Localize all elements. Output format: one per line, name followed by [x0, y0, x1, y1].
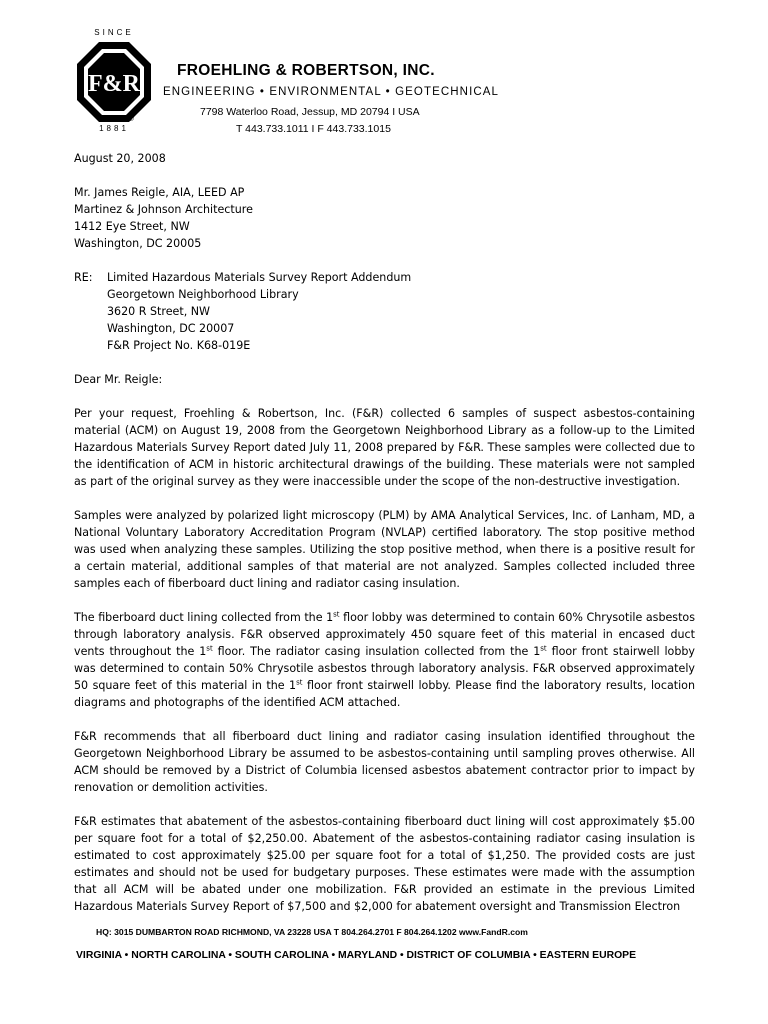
paragraph-5: F&R estimates that abatement of the asbestos-containing fiberboard duct lining will cost approximately $5.00 per square foot for a total of $2,250.00. Abatement of the asbestos-containing radiator casing insulation is estimated to cost approximately $25.00 per square foot for a total of $1,250. The provided costs are just estimates and should not be used for budgetary purposes. These estimates were made with the assumption that all ACM will be abated under one mobilization. F&R provided an estimate in the previous Limited Hazardous Materials Survey Report of $7,500 and $2,000 for abatement oversight and Transmission Electron [74, 815, 695, 913]
paragraph-3-text: floor front stairwell lobby. Please find the laboratory results, location diagrams and photographs of the identified ACM attached. [74, 679, 695, 709]
logo-since-text: SINCE [94, 28, 134, 37]
salutation: Dear Mr. Reigle: [74, 373, 163, 386]
subject-line: Georgetown Neighborhood Library [107, 288, 299, 301]
recipient-line: 1412 Eye Street, NW [74, 220, 190, 233]
paragraph-3-text: The fiberboard duct lining collected from the 1 [74, 611, 334, 624]
company-name: FROEHLING & ROBERTSON, INC. [177, 62, 435, 79]
subject-line: Limited Hazardous Materials Survey Report Addendum [107, 271, 412, 284]
subject-line: 3620 R Street, NW [107, 305, 211, 318]
paragraph-3-text: floor. The radiator casing insulation collected from the 1 [212, 645, 541, 658]
paragraph-4: F&R recommends that all fiberboard duct lining and radiator casing insulation identified throughout the Georgetown Neighborhood Library be assumed to be asbestos-containing until sampling proves otherwise. All ACM should be removed by a District of Columbia licensed asbestos abatement contractor prior to impact by renovation or demolition activities. [74, 730, 695, 794]
recipient-line: Martinez & Johnson Architecture [74, 203, 253, 216]
recipient-block [74, 184, 695, 252]
ordinal-suffix: st [296, 678, 303, 687]
subject-line: F&R Project No. K68-019E [107, 339, 251, 352]
company-tagline: ENGINEERING • ENVIRONMENTAL • GEOTECHNICAL [163, 86, 500, 98]
ordinal-suffix: st [333, 610, 340, 619]
paragraph-3-text: floor lobby was determined to contain 60% Chrysotile asbestos through laboratory analysis. F&R observed approximately 450 square feet of this material in encased duct vents throughout the 1 [74, 611, 696, 658]
footer-regions: VIRGINIA • NORTH CAROLINA • SOUTH CAROLINA • MARYLAND • DISTRICT OF COLUMBIA • EASTERN EUROPE [76, 950, 637, 961]
paragraph-2: Samples were analyzed by polarized light microscopy (PLM) by AMA Analytical Services, Inc. of Lanham, MD, a National Voluntary Laboratory Accreditation Program (NVLAP) certified laboratory. The stop positive method was used when analyzing these samples. Utilizing the stop positive method, when there is a positive result for a certain material, additional samples of that material are not analyzed. Samples collected included three samples each of fiberboard duct lining and radiator casing insulation. [74, 509, 695, 590]
paragraph-1: Per your request, Froehling & Robertson, Inc. (F&R) collected 6 samples of suspect asbestos-containing material (ACM) on August 19, 2008 from the Georgetown Neighborhood Library as a follow-up to the Limited Hazardous Materials Survey Report dated July 11, 2008 prepared by F&R. These samples were collected due to the identification of ACM in historic architectural drawings of the building. These materials were not sampled as part of the original survey as they were inaccessible under the scope of the non-destructive investigation. [74, 407, 695, 488]
subject-label: RE: [74, 271, 93, 284]
company-logo [75, 40, 153, 124]
registered-mark: ® [128, 114, 134, 123]
company-phone-fax: T 443.733.1011 I F 443.733.1015 [236, 123, 391, 135]
letter-body [74, 150, 695, 915]
footer-hq-address: HQ: 3015 DUMBARTON ROAD RICHMOND, VA 23228 USA T 804.264.2701 F 804.264.1202 www.FandR.com [96, 927, 528, 937]
recipient-line: Mr. James Reigle, AIA, LEED AP [74, 186, 245, 199]
ordinal-suffix: st [540, 644, 547, 653]
subject-block [74, 269, 695, 354]
logo-year-text: 1881 [99, 124, 129, 133]
company-address: 7798 Waterloo Road, Jessup, MD 20794 I USA [200, 106, 420, 118]
recipient-line: Washington, DC 20005 [74, 237, 202, 250]
logo-monogram: F&R [88, 71, 140, 97]
subject-line: Washington, DC 20007 [107, 322, 235, 335]
ordinal-suffix: st [206, 644, 213, 653]
letter-date: August 20, 2008 [74, 152, 166, 165]
paragraph-3 [74, 609, 695, 711]
paragraph-3-text: floor front stairwell lobby was determined to contain 50% Chrysotile asbestos through laboratory analysis. F&R observed approximately 50 square feet of this material in the 1 [74, 645, 695, 692]
